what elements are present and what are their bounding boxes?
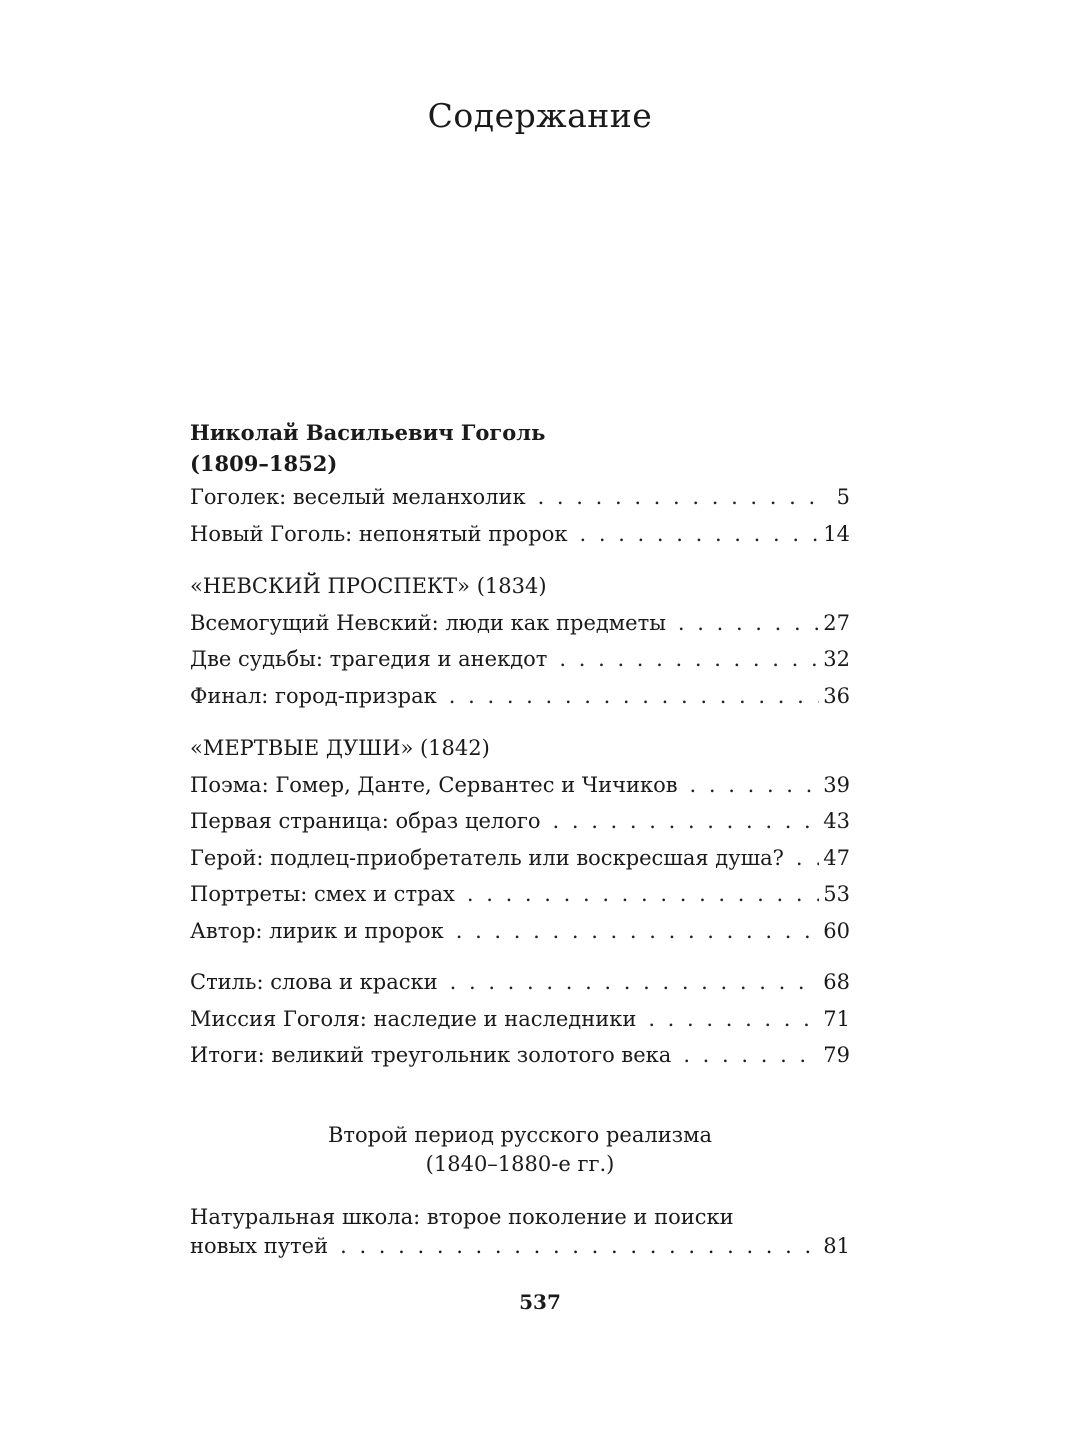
page-number: 537: [519, 1290, 561, 1314]
toc-entry-page: 68: [823, 970, 850, 994]
toc-entry-title: Миссия Гоголя: наследие и наследники: [190, 1006, 637, 1031]
toc-entry-line: [190, 1232, 850, 1261]
toc-entry-title: Портреты: смех и страх: [190, 882, 455, 906]
dot-leader: [340, 1232, 819, 1261]
toc-entry-page: 27: [823, 610, 850, 635]
toc-entry-title: Первая страница: образ целого: [190, 809, 541, 833]
toc-entry-title: Натуральная школа: второе поколение и поиски: [190, 1204, 734, 1229]
toc-entry-page: 39: [823, 772, 850, 797]
toc-entry[interactable]: [190, 519, 850, 556]
toc-entry[interactable]: [190, 644, 850, 681]
toc-entry[interactable]: [190, 482, 850, 519]
toc-entry-page: 47: [823, 845, 850, 870]
author-name: Николай Васильевич Гоголь: [190, 420, 546, 445]
toc-entry-title: Автор: лирик и пророк: [190, 918, 444, 943]
toc-entry-page: 36: [823, 683, 850, 708]
dot-leader: [450, 967, 820, 997]
table-of-contents: [190, 417, 850, 1261]
toc-entry-title: Гоголек: веселый меланхолик: [190, 485, 526, 509]
dot-leader: [690, 770, 820, 800]
toc-entry-title: Новый Гоголь: непонятый пророк: [190, 521, 568, 546]
toc-entry-page: 79: [823, 1043, 850, 1067]
author-years: (1809–1852): [190, 451, 338, 476]
toc-entry[interactable]: [190, 843, 850, 880]
toc-entry[interactable]: [190, 879, 850, 916]
toc-entry[interactable]: [190, 681, 850, 718]
section-heading-dead-souls: «МЕРТВЫЕ ДУШИ» (1842): [190, 736, 490, 760]
toc-entry-title: Всемогущий Невский: люди как предметы: [190, 610, 666, 635]
toc-entry-page: 81: [823, 1233, 850, 1258]
toc-entry[interactable]: [190, 916, 850, 953]
toc-entry[interactable]: [190, 1040, 850, 1077]
dot-leader: [580, 519, 820, 549]
dot-leader: [467, 879, 819, 909]
toc-entry-page: 60: [823, 918, 850, 943]
period-heading: [190, 1121, 850, 1179]
dot-leader: [648, 1004, 819, 1034]
dot-leader: [449, 681, 819, 711]
toc-entry-page: 5: [836, 485, 850, 509]
toc-entry-title: Поэма: Гомер, Данте, Сервантес и Чичиков: [190, 772, 678, 797]
toc-entry-title: Финал: город-призрак: [190, 683, 437, 708]
period-heading-title: Второй период русского реализма: [327, 1122, 712, 1147]
toc-entry[interactable]: [190, 1004, 850, 1041]
toc-entry[interactable]: [190, 967, 850, 1004]
dot-leader: [553, 806, 820, 836]
toc-entry-page: 71: [823, 1006, 850, 1031]
section-heading-nevsky: «НЕВСКИЙ ПРОСПЕКТ» (1834): [190, 574, 547, 598]
author-heading: [190, 417, 850, 479]
toc-entry-title: Итоги: великий треугольник золотого века: [190, 1043, 672, 1067]
toc-entry-title: Две судьбы: трагедия и анекдот: [190, 647, 548, 671]
dot-leader: [559, 644, 819, 674]
dot-leader: [796, 843, 819, 873]
toc-entry-page: 32: [823, 647, 850, 671]
toc-entry-page: 53: [823, 882, 850, 906]
toc-entry[interactable]: [190, 608, 850, 645]
toc-entry-page: 14: [823, 521, 850, 546]
page-title: Содержание: [427, 96, 653, 135]
spacer: [190, 952, 850, 967]
toc-entry-title: Герой: подлец-приобретатель или воскресшая душа?: [190, 845, 784, 870]
toc-entry[interactable]: [190, 806, 850, 843]
toc-entry-title-continued: новых путей: [190, 1233, 329, 1258]
period-heading-years: (1840–1880-е гг.): [425, 1151, 615, 1176]
toc-entry[interactable]: [190, 770, 850, 807]
dot-leader: [456, 916, 820, 946]
toc-entry[interactable]: [190, 1203, 850, 1261]
toc-entry-title: Стиль: слова и краски: [190, 970, 438, 994]
dot-leader: [678, 608, 819, 638]
toc-entry-page: 43: [823, 809, 850, 833]
dot-leader: [538, 482, 824, 512]
dot-leader: [683, 1040, 819, 1070]
